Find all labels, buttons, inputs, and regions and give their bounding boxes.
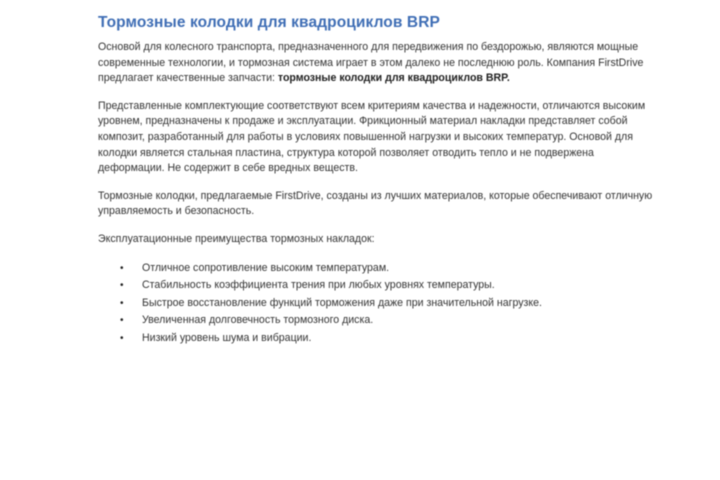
bullet-icon: • (120, 332, 124, 344)
list-item-text: Низкий уровень шума и вибрации. (142, 331, 312, 344)
paragraph-list-intro: Эксплуатационные преимущества тормозных накладок: (98, 232, 375, 245)
list-item (120, 260, 660, 278)
intro-text: Основой для колесного транспорта, предназначенного для передвижения по бездорожью, являются мощные современные технологии, и тормозная система играет в этом далеко не последнюю роль. Компания FirstDrive предлагает качественные запчасти: (98, 41, 644, 85)
list-item (120, 295, 660, 313)
list-item-text: Стабильность коэффициента трения при любых уровнях температуры. (142, 279, 495, 292)
paragraph-description: Представленные комплектующие соответствуют всем критериям качества и надежности, отличаются высоким уровнем, предназначены к продаже и эксплуатации. Фрикционный материал накладки представляет собой композит, разработанный для работы в условиях повышенной нагрузки и высоких температур. Основой для колодки является стальная пластина, структура которой позволяет отводить тепло и не подвержена деформации. Не содержит в себе вредных веществ. (98, 99, 646, 175)
intro-emphasis: тормозные колодки для квадроциклов BRP. (277, 72, 510, 85)
article-title: Тормозные колодки для квадроциклов BRP (98, 14, 440, 31)
bullet-icon: • (120, 262, 124, 274)
list-item-text: Увеличенная долговечность тормозного диска. (142, 314, 374, 327)
advantages-list (98, 260, 660, 348)
list-item-text: Быстрое восстановление функций торможения даже при значительной нагрузке. (142, 296, 542, 309)
bullet-icon: • (120, 315, 124, 327)
bullet-icon: • (120, 297, 124, 309)
list-item (120, 277, 660, 295)
intro-paragraph (98, 40, 660, 87)
list-item (120, 312, 660, 330)
bullet-icon: • (120, 280, 124, 292)
list-item (120, 330, 660, 348)
list-item-text: Отличное сопротивление высоким температурам. (142, 261, 390, 274)
paragraph-quality: Тормозные колодки, предлагаемые FirstDrive, созданы из лучших материалов, которые обеспечивают отличную управляемость и безопасность. (98, 189, 653, 218)
